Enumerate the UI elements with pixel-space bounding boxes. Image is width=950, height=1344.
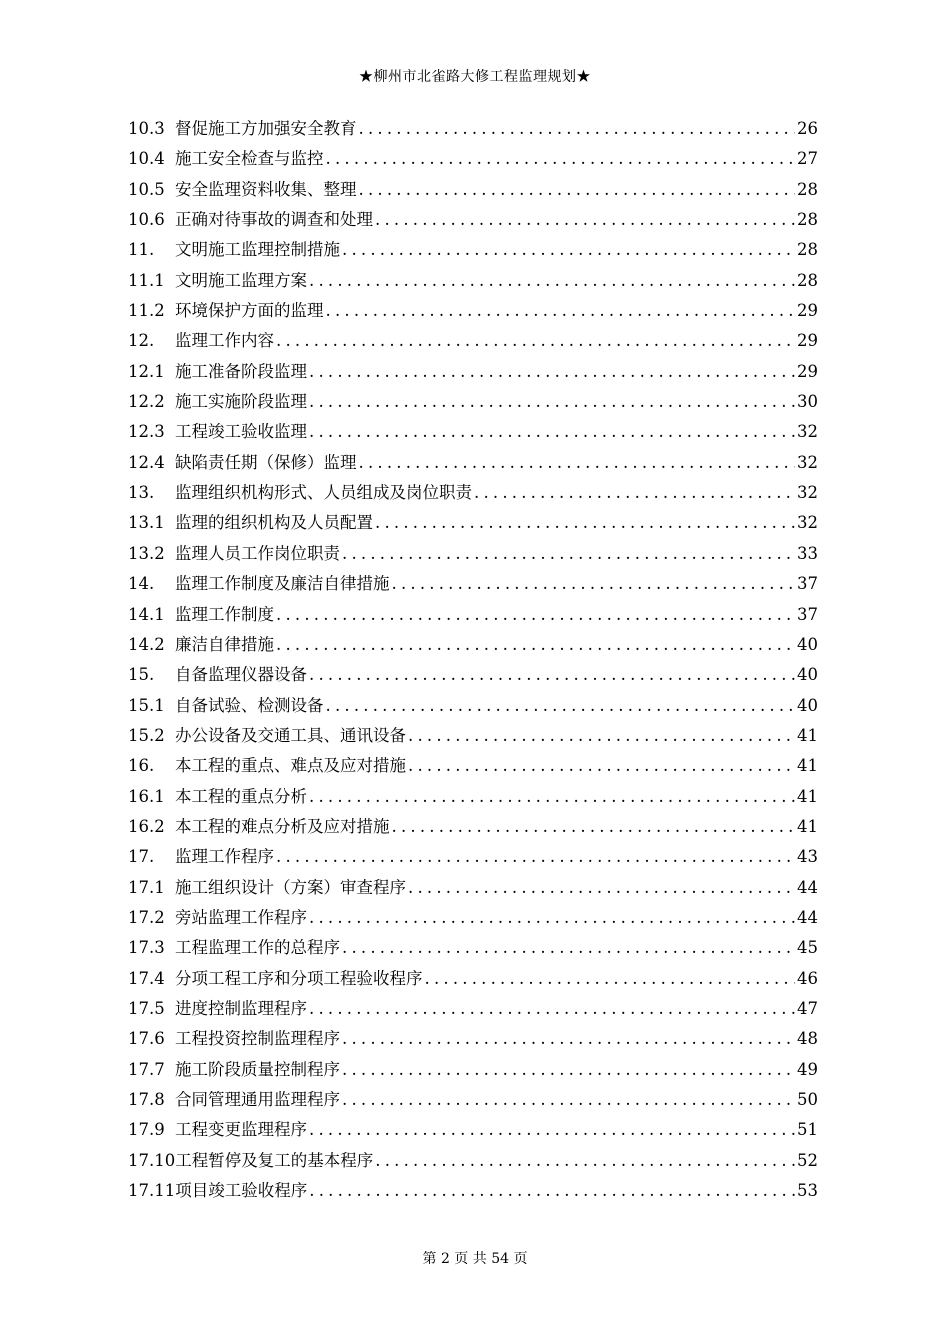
toc-entry-number: 16.	[128, 756, 155, 776]
toc-entry-number: 15.2	[128, 725, 165, 745]
toc-entry-number: 12.3	[128, 422, 165, 442]
toc-entry[interactable]	[128, 721, 818, 751]
toc-entry-title: 分项工程工序和分项工程验收程序	[175, 968, 423, 988]
toc-entry-title: 监理组织机构形式、人员组成及岗位职责	[175, 483, 472, 503]
toc-entry-number: 17.6	[128, 1029, 165, 1049]
toc-leader-dots	[309, 782, 795, 812]
toc-entry[interactable]	[128, 812, 818, 842]
toc-entry[interactable]	[128, 478, 818, 508]
toc-entry-title: 文明施工监理方案	[175, 270, 307, 290]
toc-entry[interactable]	[128, 1146, 818, 1176]
toc-leader-dots	[309, 266, 795, 296]
toc-entry-number: 13.2	[128, 543, 165, 563]
toc-entry-page: 40	[797, 634, 818, 654]
toc-entry-title: 本工程的难点分析及应对措施	[175, 816, 390, 836]
toc-leader-dots	[342, 933, 795, 963]
table-of-contents	[128, 114, 818, 1206]
toc-entry[interactable]	[128, 782, 818, 812]
toc-entry-number: 10.4	[128, 149, 165, 169]
toc-entry[interactable]	[128, 1085, 818, 1115]
toc-entry-title: 缺陷责任期（保修）监理	[175, 452, 357, 472]
toc-entry[interactable]	[128, 751, 818, 781]
toc-entry-page: 41	[797, 725, 818, 745]
toc-entry-title: 正确对待事故的调查和处理	[175, 210, 373, 230]
toc-entry-number: 16.1	[128, 786, 165, 806]
toc-entry-page: 41	[797, 756, 818, 776]
toc-leader-dots	[309, 1176, 795, 1206]
toc-entry[interactable]	[128, 964, 818, 994]
toc-leader-dots	[326, 144, 796, 174]
toc-entry-page: 51	[797, 1120, 818, 1140]
toc-entry-number: 17.4	[128, 968, 165, 988]
toc-entry-title: 施工安全检查与监控	[175, 149, 324, 169]
toc-leader-dots	[309, 660, 795, 690]
toc-entry-page: 37	[797, 604, 818, 624]
toc-entry-number: 13.1	[128, 513, 165, 533]
toc-entry-number: 13.	[128, 483, 155, 503]
toc-leader-dots	[309, 387, 795, 417]
toc-entry-page: 44	[797, 907, 818, 927]
toc-leader-dots	[408, 873, 795, 903]
toc-entry-number: 17.8	[128, 1090, 165, 1109]
toc-entry-number: 14.2	[128, 634, 165, 654]
toc-entry-title: 监理人员工作岗位职责	[175, 543, 340, 563]
toc-leader-dots	[425, 964, 796, 994]
toc-entry-number: 17.7	[128, 1059, 165, 1079]
page-header: ★柳州市北雀路大修工程监理规划★	[359, 69, 591, 85]
toc-entry-number: 12.2	[128, 392, 165, 412]
toc-entry-title: 廉洁自律措施	[175, 634, 274, 654]
toc-entry-page: 30	[797, 392, 818, 412]
toc-entry[interactable]	[128, 417, 818, 447]
toc-leader-dots	[342, 1085, 795, 1115]
toc-entry-number: 11.1	[128, 270, 165, 290]
toc-entry-number: 17.	[128, 847, 155, 867]
toc-leader-dots	[474, 478, 795, 508]
toc-leader-dots	[309, 903, 795, 933]
toc-entry-number: 17.3	[128, 938, 165, 958]
toc-entry-title: 本工程的重点、难点及应对措施	[175, 756, 406, 776]
toc-entry-number: 10.6	[128, 210, 165, 230]
toc-entry[interactable]	[128, 630, 818, 660]
toc-entry-number: 14.1	[128, 604, 165, 624]
page-footer: 第 2 页 共 54 页	[422, 1251, 528, 1267]
toc-entry-title: 监理工作内容	[175, 331, 274, 351]
toc-leader-dots	[276, 630, 795, 660]
toc-entry-number: 12.	[128, 331, 155, 351]
toc-entry[interactable]	[128, 903, 818, 933]
toc-entry[interactable]	[128, 933, 818, 963]
toc-entry-page: 40	[797, 665, 818, 685]
toc-leader-dots	[342, 539, 795, 569]
toc-entry[interactable]	[128, 357, 818, 387]
toc-leader-dots	[342, 1055, 795, 1085]
toc-entry[interactable]	[128, 144, 818, 174]
toc-entry[interactable]	[128, 448, 818, 478]
toc-entry-page: 26	[797, 119, 818, 138]
toc-entry[interactable]	[128, 296, 818, 326]
toc-entry-page: 47	[797, 998, 818, 1018]
toc-entry-title: 施工组织设计（方案）审查程序	[175, 877, 406, 897]
toc-entry-title: 施工实施阶段监理	[175, 392, 307, 412]
toc-leader-dots	[309, 357, 795, 387]
toc-entry-title: 环境保护方面的监理	[175, 301, 324, 321]
toc-entry-title: 办公设备及交通工具、通讯设备	[175, 725, 406, 745]
toc-entry-page: 28	[797, 179, 818, 199]
toc-leader-dots	[326, 691, 796, 721]
toc-entry-number: 17.10	[128, 1150, 176, 1170]
toc-entry[interactable]	[128, 569, 818, 599]
toc-entry[interactable]	[128, 873, 818, 903]
toc-leader-dots	[408, 721, 795, 751]
toc-leader-dots	[408, 751, 795, 781]
toc-leader-dots	[342, 235, 795, 265]
toc-entry-title: 工程投资控制监理程序	[175, 1029, 340, 1049]
toc-entry-page: 37	[797, 574, 818, 594]
toc-entry-title: 工程竣工验收监理	[175, 422, 307, 442]
toc-entry-title: 工程暂停及复工的基本程序	[175, 1150, 374, 1170]
toc-entry[interactable]	[128, 114, 818, 144]
toc-entry-title: 自备试验、检测设备	[175, 695, 324, 715]
toc-entry[interactable]	[128, 994, 818, 1024]
toc-entry-number: 17.5	[128, 998, 165, 1018]
toc-entry[interactable]	[128, 539, 818, 569]
toc-entry-number: 12.4	[128, 452, 165, 472]
toc-leader-dots	[326, 296, 796, 326]
toc-entry-number: 15.	[128, 665, 155, 685]
toc-leader-dots	[276, 326, 795, 356]
toc-entry-title: 施工准备阶段监理	[175, 361, 307, 381]
toc-entry-number: 11.2	[128, 301, 165, 321]
toc-leader-dots	[309, 1115, 795, 1145]
toc-entry[interactable]	[128, 1024, 818, 1054]
toc-entry-number: 17.9	[128, 1120, 165, 1140]
toc-entry-number: 11.	[128, 240, 155, 260]
toc-entry[interactable]	[128, 326, 818, 356]
toc-entry-number: 16.2	[128, 816, 165, 836]
toc-entry-number: 17.11	[128, 1181, 176, 1201]
toc-entry-title: 监理工作制度及廉洁自律措施	[175, 574, 390, 594]
toc-entry-title: 合同管理通用监理程序	[175, 1090, 340, 1109]
toc-entry-title: 工程监理工作的总程序	[175, 938, 340, 958]
toc-entry[interactable]	[128, 266, 818, 296]
toc-entry-page: 28	[797, 240, 818, 260]
toc-leader-dots	[375, 205, 795, 235]
toc-entry[interactable]	[128, 691, 818, 721]
toc-entry-title: 进度控制监理程序	[175, 998, 307, 1018]
toc-entry-title: 自备监理仪器设备	[175, 665, 307, 685]
toc-entry-page: 27	[797, 149, 818, 169]
toc-entry-page: 32	[797, 513, 818, 533]
toc-leader-dots	[342, 1024, 795, 1054]
toc-leader-dots	[309, 417, 795, 447]
toc-entry[interactable]	[128, 508, 818, 538]
toc-entry[interactable]	[128, 205, 818, 235]
toc-leader-dots	[392, 812, 796, 842]
toc-entry[interactable]	[128, 660, 818, 690]
toc-entry[interactable]	[128, 600, 818, 630]
toc-entry-number: 15.1	[128, 695, 165, 715]
toc-entry-title: 监理的组织机构及人员配置	[175, 513, 373, 533]
toc-entry[interactable]	[128, 842, 818, 872]
toc-entry-number: 10.5	[128, 179, 165, 199]
toc-entry-page: 50	[797, 1090, 818, 1109]
toc-entry-number: 17.2	[128, 907, 165, 927]
toc-entry-page: 45	[797, 938, 818, 958]
toc-entry-page: 33	[797, 543, 818, 563]
toc-entry[interactable]	[128, 175, 818, 205]
toc-entry-title: 督促施工方加强安全教育	[175, 119, 357, 138]
toc-entry-page: 32	[797, 483, 818, 503]
toc-entry-page: 53	[797, 1181, 818, 1201]
toc-leader-dots	[392, 569, 796, 599]
toc-leader-dots	[309, 994, 795, 1024]
toc-entry-number: 17.1	[128, 877, 165, 897]
toc-entry-title: 安全监理资料收集、整理	[175, 179, 357, 199]
toc-leader-dots	[375, 1146, 795, 1176]
toc-entry-page: 52	[797, 1150, 818, 1170]
toc-entry[interactable]	[128, 1115, 818, 1145]
toc-leader-dots	[359, 175, 796, 205]
toc-leader-dots	[375, 508, 795, 538]
toc-entry-title: 工程变更监理程序	[175, 1120, 307, 1140]
toc-entry-page: 29	[797, 301, 818, 321]
toc-entry-title: 项目竣工验收程序	[175, 1181, 308, 1201]
toc-entry-title: 施工阶段质量控制程序	[175, 1059, 340, 1079]
toc-entry[interactable]	[128, 1055, 818, 1085]
toc-entry-page: 28	[797, 270, 818, 290]
toc-entry-number: 12.1	[128, 361, 165, 381]
toc-entry-page: 32	[797, 452, 818, 472]
toc-entry-page: 46	[797, 968, 818, 988]
toc-entry-title: 监理工作程序	[175, 847, 274, 867]
toc-entry-page: 44	[797, 877, 818, 897]
toc-entry-page: 40	[797, 695, 818, 715]
toc-leader-dots	[359, 448, 796, 478]
toc-leader-dots	[276, 600, 795, 630]
toc-entry-number: 14.	[128, 574, 155, 594]
toc-entry[interactable]	[128, 235, 818, 265]
toc-entry-title: 监理工作制度	[175, 604, 274, 624]
toc-leader-dots	[276, 842, 795, 872]
toc-entry-page: 41	[797, 786, 818, 806]
toc-entry-page: 28	[797, 210, 818, 230]
toc-entry-number: 10.3	[128, 119, 165, 138]
toc-entry-page: 29	[797, 361, 818, 381]
toc-entry-page: 48	[797, 1029, 818, 1049]
toc-entry-page: 41	[797, 816, 818, 836]
toc-leader-dots	[359, 114, 796, 144]
toc-entry[interactable]	[128, 387, 818, 417]
toc-entry-page: 29	[797, 331, 818, 351]
toc-entry-page: 32	[797, 422, 818, 442]
toc-entry[interactable]	[128, 1176, 818, 1206]
toc-entry-title: 旁站监理工作程序	[175, 907, 307, 927]
toc-entry-title: 文明施工监理控制措施	[175, 240, 340, 260]
toc-entry-title: 本工程的重点分析	[175, 786, 307, 806]
toc-entry-page: 43	[797, 847, 818, 867]
toc-entry-page: 49	[797, 1059, 818, 1079]
